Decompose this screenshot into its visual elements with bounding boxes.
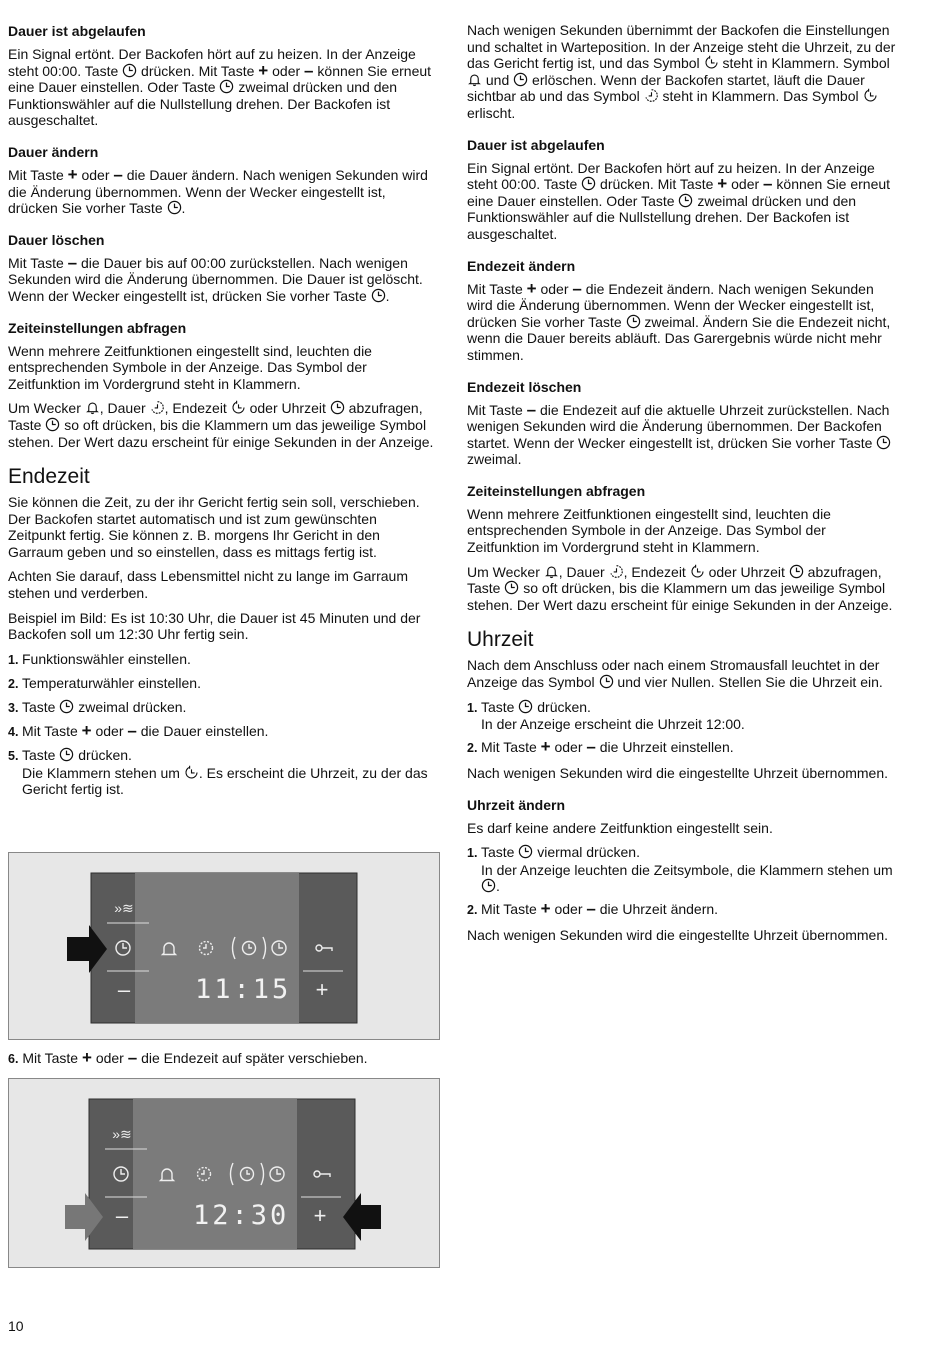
section-endezeit-loeschen [467, 378, 897, 468]
duration-icon [609, 564, 624, 579]
paragraph: Nach dem Anschluss oder nach einem Stromausfall leuchtet in der Anzeige das Symbol und vier Nullen. Stellen Sie die Uhrzeit ein. [467, 657, 883, 691]
display-time: 11:15 [195, 974, 292, 1005]
section-title: Zeiteinstellungen abfragen [467, 482, 646, 499]
duration-icon [644, 88, 659, 103]
list-item: 4. Mit Taste + oder – die Dauer einstellen. [8, 721, 269, 741]
list-item: 2. Mit Taste + oder – die Uhrzeit ändern. [467, 899, 719, 919]
minus-button[interactable]: – [115, 1203, 129, 1228]
clock-icon [45, 417, 60, 432]
plus-icon: + [540, 899, 551, 919]
clock-icon [581, 176, 596, 191]
clock-icon [59, 747, 74, 762]
clock-icon [513, 72, 528, 87]
clock-icon [330, 400, 345, 415]
paragraph: Wenn mehrere Zeitfunktionen eingestellt sind, leuchten die entsprechenden Symbole in der Anzeige. Das Symbol der Zeitfunktion im Vordergrund steht in Klammern. [8, 342, 372, 392]
paragraph: Um Wecker , Dauer , Endezeit oder Uhrzeit abzufragen, Taste so oft drücken, bis die Klammern um das jeweilige Symbol stehen. Der Wert dazu erscheint für einige Sekunden in der Anzeige. [8, 400, 434, 450]
clock-icon [504, 580, 519, 595]
minus-icon: – [127, 1048, 138, 1067]
list-item: 1. Taste drücken. In der Anzeige erscheint die Uhrzeit 12:00. [467, 698, 745, 733]
minus-icon: – [67, 252, 78, 272]
clock-icon [219, 79, 234, 94]
paragraph: Sie können die Zeit, zu der ihr Gericht fertig sein soll, verschieben. Der Backofen startet automatisch und ist zum gewünschten Zeitpunkt fertig. Sie können z. B. morgens Ihr Gericht in den Garraum geben und so einstellen, dass es mittags fertig ist. [8, 494, 420, 560]
paragraph: Mit Taste + oder – die Endezeit ändern. Nach wenigen Sekunden wird die Änderung übernommen. Wenn der Wecker eingestellt ist, drücken Sie vorher Taste zweimal. Ändern Sie die Endezeit nicht, wenn die Dauer bereits abläuft. Das Garergebnis würde nicht mehr stimmen. [467, 278, 891, 363]
section-title: Endezeit ändern [467, 257, 576, 274]
control-panel-figure-1 [8, 852, 440, 1040]
clock-icon [678, 193, 693, 208]
bell-icon [467, 72, 482, 87]
step-list [467, 844, 897, 919]
minus-icon: – [127, 721, 137, 741]
end-time-icon [704, 55, 719, 70]
left-column [8, 22, 438, 806]
clock-icon [599, 674, 614, 689]
plus-icon: + [717, 174, 728, 194]
clock-icon [371, 288, 386, 303]
clock-icon [876, 435, 891, 450]
section-zeiteinstellungen [8, 319, 438, 451]
paragraph: Nach wenigen Sekunden wird die eingestellte Uhrzeit übernommen. [467, 926, 889, 943]
plus-icon: + [258, 60, 269, 80]
list-item: 2. Mit Taste + oder – die Uhrzeit einstellen. [467, 737, 734, 757]
minus-icon: – [586, 737, 596, 757]
control-panel-figure-2 [8, 1078, 440, 1268]
display-time: 12:30 [193, 1200, 290, 1231]
minus-icon: – [113, 164, 123, 184]
section-intro [467, 22, 897, 122]
minus-icon: – [763, 174, 773, 194]
bell-icon [544, 564, 559, 579]
clock-icon [789, 564, 804, 579]
section-zeiteinstellungen [467, 482, 897, 614]
section-title: Dauer löschen [8, 231, 105, 248]
list-item: 5. Taste drücken. Die Klammern stehen um . Es erscheint die Uhrzeit, zu der das Gericht fertig ist. [8, 747, 428, 798]
plus-icon: + [81, 1048, 92, 1067]
section-dauer-aendern [8, 143, 438, 217]
paragraph: Um Wecker , Dauer , Endezeit oder Uhrzeit abzufragen, Taste so oft drücken, bis die Klammern um das jeweilige Symbol stehen. Der Wert dazu erscheint für einige Sekunden in der Anzeige. [467, 563, 893, 613]
clock-icon [481, 878, 496, 893]
control-panel-illustration [9, 853, 439, 1039]
section-title: Dauer ändern [8, 143, 99, 160]
heat-symbol: »≋ [112, 1126, 132, 1142]
heading: Endezeit [8, 465, 90, 489]
duration-icon [150, 400, 165, 415]
paragraph: Mit Taste + oder – die Dauer ändern. Nach wenigen Sekunden wird die Änderung übernommen. Wenn der Wecker eingestellt ist, drücken Sie vorher Taste . [8, 164, 428, 217]
clock-icon [167, 200, 182, 215]
section-endezeit-aendern [467, 257, 897, 364]
paragraph: Wenn mehrere Zeitfunktionen eingestellt sind, leuchten die entsprechenden Symbole in der Anzeige. Das Symbol der Zeitfunktion im Vordergrund steht in Klammern. [467, 505, 831, 556]
plus-button[interactable]: + [313, 1203, 327, 1228]
list-item: 1. Funktionswähler einstellen. [8, 650, 191, 667]
paragraph: Ein Signal ertönt. Der Backofen hört auf zu heizen. In der Anzeige steht 00:00. Taste drücken. Mit Taste + oder – können Sie erneut eine Dauer einstellen. Oder Taste zweimal drücken und den Funktionswähler auf die Nullstellung drehen. Der Backofen ist ausgeschaltet. [8, 46, 432, 129]
heat-symbol: »≋ [114, 900, 134, 916]
heading: Uhrzeit [467, 628, 534, 652]
clock-icon [626, 314, 641, 329]
plus-icon: + [526, 278, 537, 298]
plus-icon: + [540, 737, 551, 757]
plus-button[interactable]: + [315, 977, 329, 1002]
end-time-icon [690, 564, 705, 579]
section-uhrzeit-aendern [467, 796, 897, 944]
step-list [8, 651, 438, 798]
paragraph: Mit Taste – die Dauer bis auf 00:00 zurückstellen. Nach wenigen Sekunden wird die Änderung übernommen. Die Dauer ist gelöscht. Wenn der Wecker eingestellt ist, drücken Sie vorher Taste . [8, 252, 423, 304]
clock-icon [518, 699, 533, 714]
paragraph: Beispiel im Bild: Es ist 10:30 Uhr, die Dauer ist 45 Minuten und der Backofen soll um 12:30 Uhr fertig sein. [8, 609, 421, 643]
paragraph: Nach wenigen Sekunden übernimmt der Backofen die Einstellungen und schaltet in Warteposition. In der Anzeige steht die Uhrzeit, zu der das Gericht fertig ist, und das Symbol steht in Klammern. Symbol und erlöschen. Wenn der Backofen startet, läuft die Dauer sichtbar ab und das Symbol steht in Klammern. Das Symbol erlischt. [467, 22, 896, 121]
clock-icon [518, 844, 533, 859]
section-title: Dauer ist abgelaufen [467, 136, 605, 153]
right-column [467, 22, 897, 952]
page-number: 10 [8, 1318, 24, 1334]
minus-icon: – [586, 899, 596, 919]
end-time-icon [863, 88, 878, 103]
clock-icon [122, 63, 137, 78]
section-dauer-loeschen [8, 231, 438, 305]
end-time-icon [231, 400, 246, 415]
paragraph: Achten Sie darauf, dass Lebensmittel nicht zu lange im Garraum stehen und verderben. [8, 568, 408, 602]
minus-icon: – [526, 399, 537, 419]
section-dauer-abgelaufen [467, 136, 897, 243]
section-title: Uhrzeit ändern [467, 796, 566, 813]
end-time-icon [184, 765, 199, 780]
section-uhrzeit [467, 627, 897, 781]
section-endezeit [8, 464, 438, 798]
paragraph: Nach wenigen Sekunden wird die eingestellte Uhrzeit übernommen. [467, 764, 889, 781]
clock-icon [59, 699, 74, 714]
minus-icon: – [304, 60, 314, 80]
step-6: 6. Mit Taste + oder – die Endezeit auf später verschieben. [8, 1048, 368, 1067]
section-title: Zeiteinstellungen abfragen [8, 319, 187, 336]
minus-button[interactable]: – [117, 977, 131, 1002]
control-panel-illustration [9, 1079, 439, 1267]
plus-icon: + [81, 721, 92, 741]
section-title: Dauer ist abgelaufen [8, 23, 146, 39]
paragraph: Mit Taste – die Endezeit auf die aktuelle Uhrzeit zurückstellen. Nach wenigen Sekunden wird die Änderung übernommen. Der Backofen startet. Wenn der Wecker eingestellt ist, drücken Sie vorher Taste zweimal. [467, 399, 890, 468]
list-item: 2. Temperaturwähler einstellen. [8, 674, 201, 691]
section-dauer-abgelaufen [8, 22, 438, 129]
plus-icon: + [67, 164, 78, 184]
section-title: Endezeit löschen [467, 378, 582, 395]
list-item: 1. Taste viermal drücken. In der Anzeige leuchten die Zeitsymbole, die Klammern stehen um . [467, 844, 893, 895]
minus-icon: – [572, 278, 582, 298]
step-list [467, 699, 897, 757]
paragraph: Es darf keine andere Zeitfunktion eingestellt sein. [467, 819, 773, 836]
paragraph: Ein Signal ertönt. Der Backofen hört auf zu heizen. In der Anzeige steht 00:00. Taste drücken. Mit Taste + oder – können Sie erneut eine Dauer einstellen. Oder Taste zweimal drücken und den Funktionswähler auf die Nullstellung drehen. Der Backofen ist ausgeschaltet. [467, 159, 891, 242]
bell-icon [85, 400, 100, 415]
list-item: 3. Taste zweimal drücken. [8, 699, 187, 716]
